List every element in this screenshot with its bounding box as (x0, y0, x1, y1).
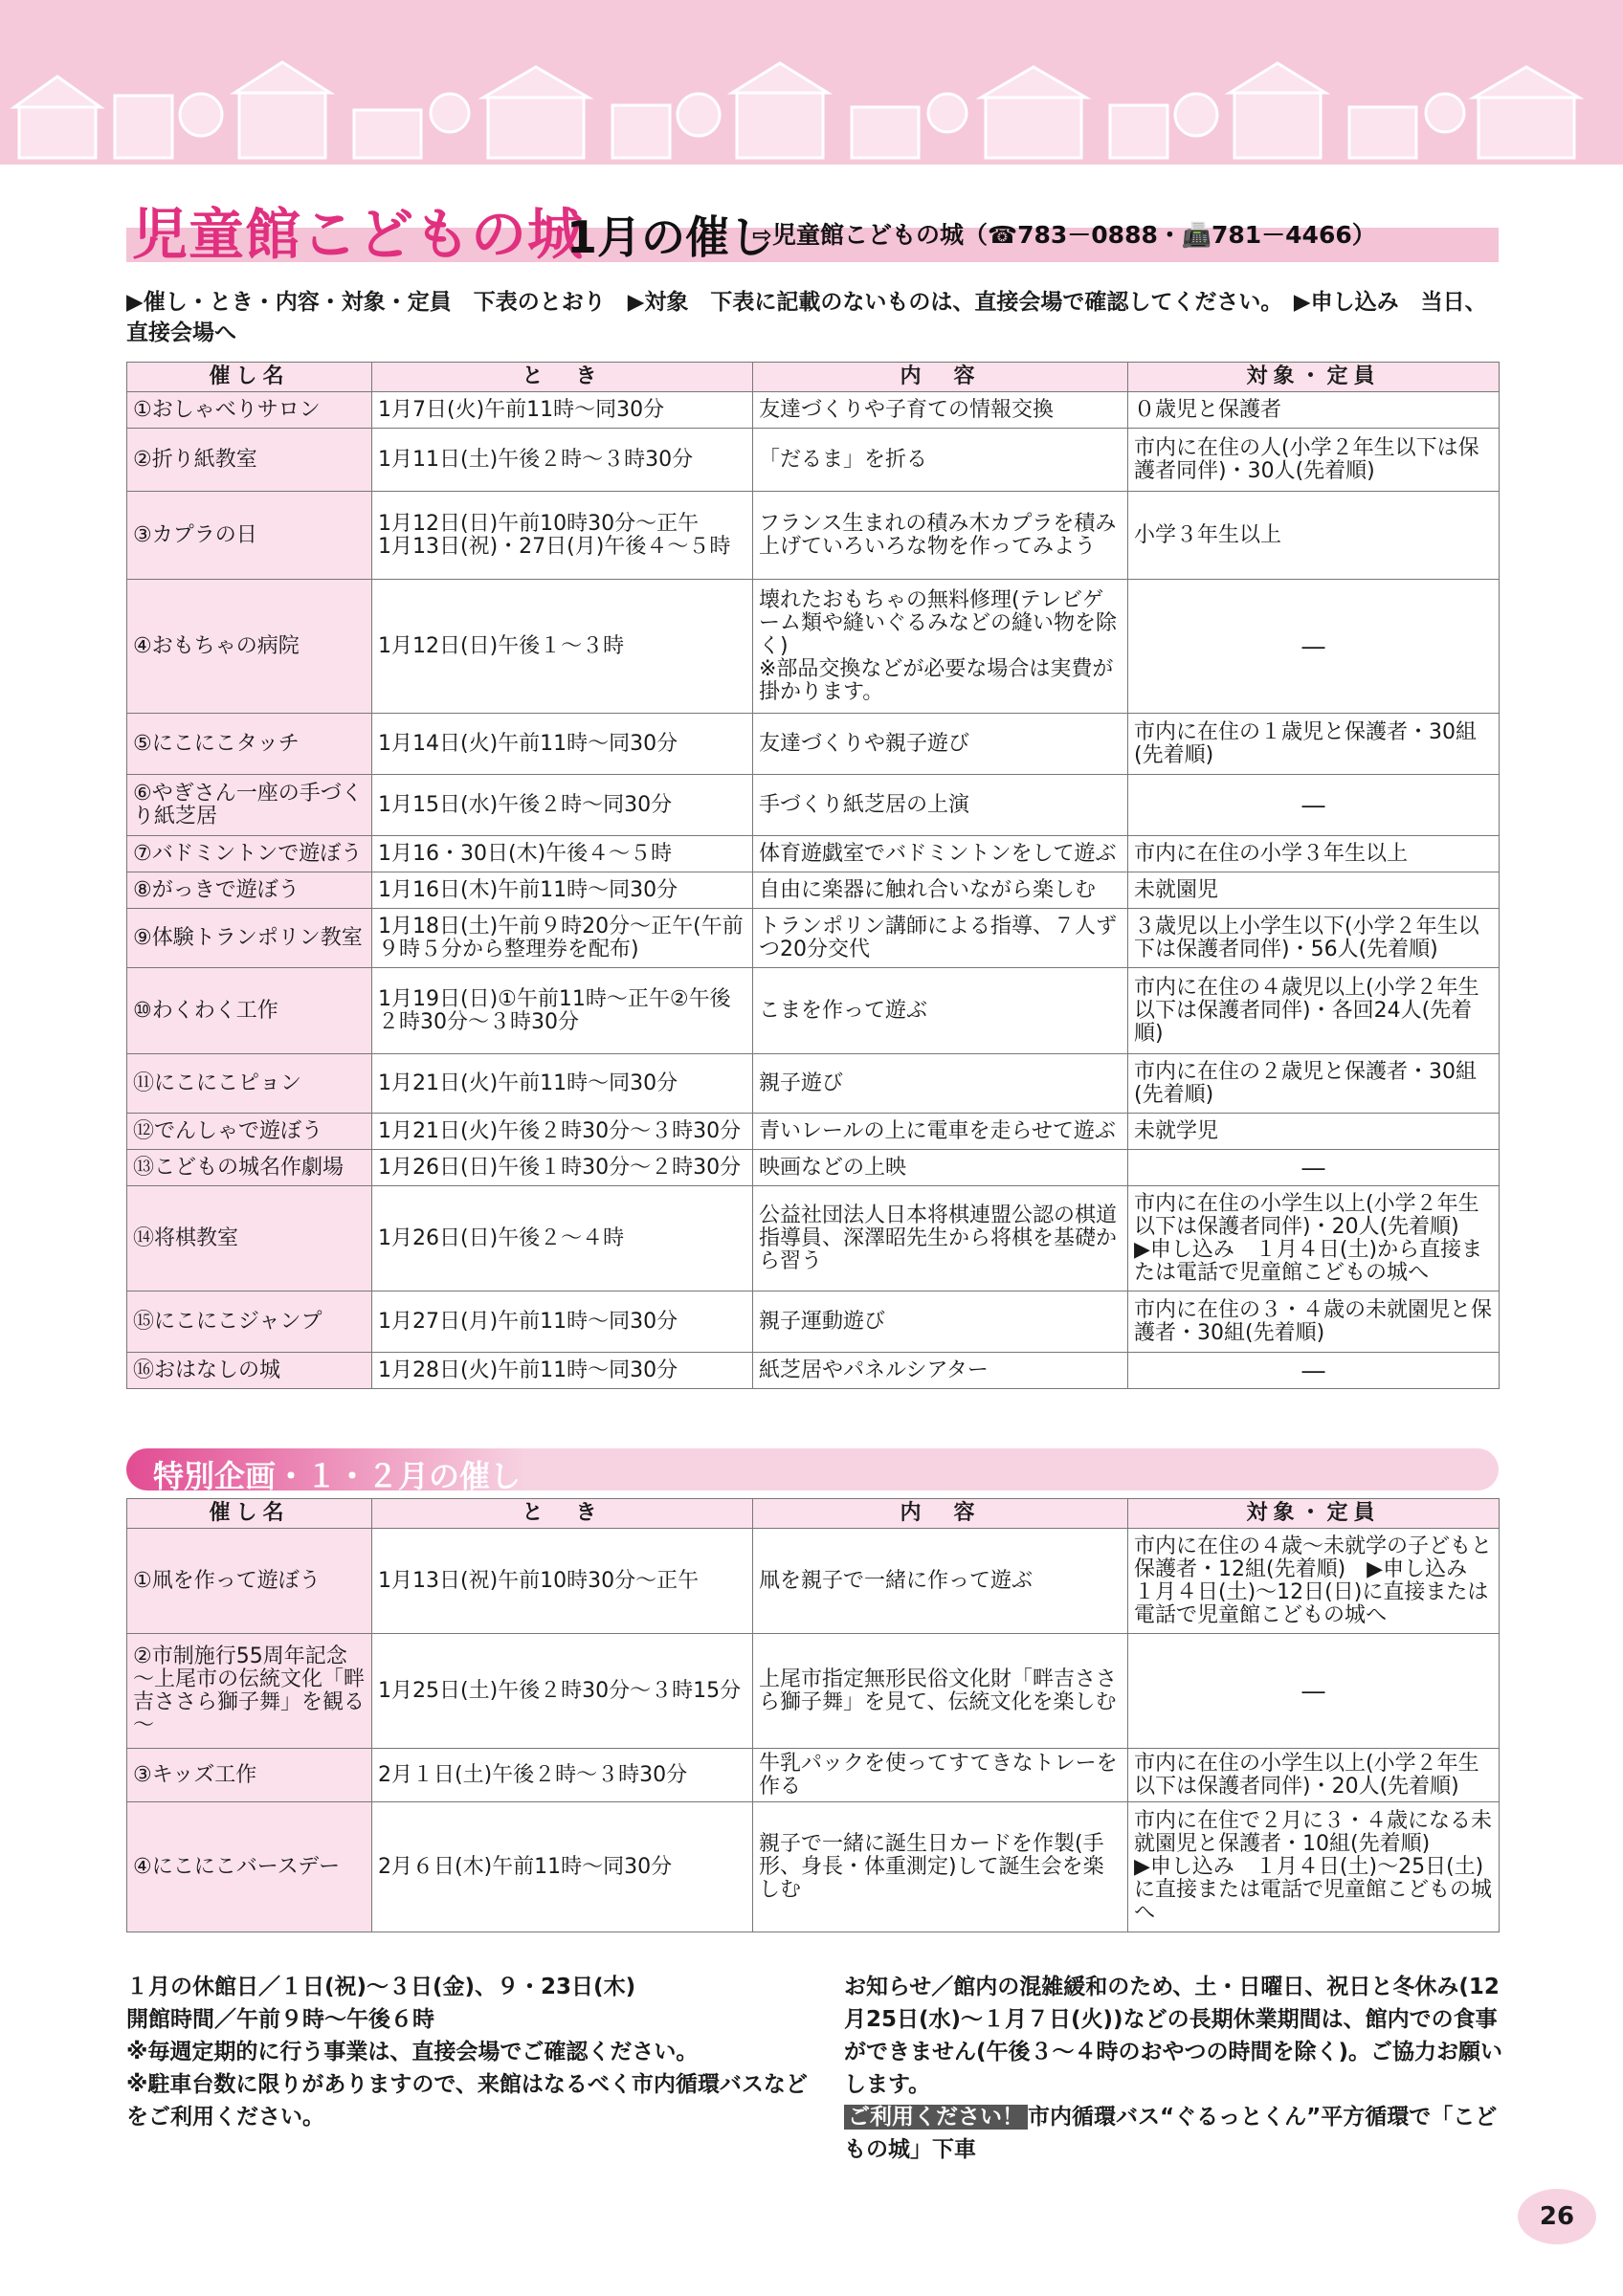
event-name: ⑨体験トランポリン教室 (127, 909, 372, 968)
col-header-name: 催し名 (127, 1499, 372, 1529)
event-time: 1月7日(火)午前11時～同30分 (372, 392, 753, 429)
event-content: 自由に楽器に触れ合いながら楽しむ (753, 872, 1128, 909)
event-target: 小学３年生以上 (1128, 492, 1500, 580)
event-name: ⑪にこにこピョン (127, 1054, 372, 1114)
event-content: 牛乳パックを使ってすてきなトレーを作る (753, 1749, 1128, 1802)
event-target: ― (1128, 580, 1500, 714)
event-content: 体育遊戯室でバドミントンをして遊ぶ (753, 836, 1128, 872)
event-name: ④おもちゃの病院 (127, 580, 372, 714)
contact-info: ⇨児童館こどもの城（☎783－0888・📠781－4466） (752, 221, 1376, 249)
col-header-name: 催し名 (127, 363, 372, 392)
event-target: ０歳児と保護者 (1128, 392, 1500, 429)
table-row (127, 1529, 1500, 1634)
table-row (127, 1292, 1500, 1353)
event-name: ①おしゃべりサロン (127, 392, 372, 429)
event-name: ⑯おはなしの城 (127, 1353, 372, 1389)
table-row (127, 1186, 1500, 1292)
table-row (127, 1802, 1500, 1932)
note-weekly: ※毎週定期的に行う事業は、直接会場でご確認ください。 (126, 2040, 699, 2064)
event-time: 1月14日(火)午前11時～同30分 (372, 714, 753, 775)
bus-text: 市内循環バス“ぐるっとくん”平方循環で「こどもの城」下車 (844, 2105, 1498, 2162)
event-name: ⑮にこにこジャンプ (127, 1292, 372, 1353)
event-time: 1月16日(木)午前11時～同30分 (372, 872, 753, 909)
table-row (127, 909, 1500, 968)
houses-illustration (0, 0, 1623, 165)
event-time: 1月26日(日)午後１時30分～２時30分 (372, 1150, 753, 1186)
event-name: ⑭将棋教室 (127, 1186, 372, 1292)
table-row (127, 1150, 1500, 1186)
page-number: 26 (1518, 2189, 1596, 2244)
event-name: ⑥やぎさん一座の手づくり紙芝居 (127, 775, 372, 836)
event-time: 1月16・30日(木)午後４～５時 (372, 836, 753, 872)
event-target: 市内に在住の４歳児以上(小学２年生以下は保護者同伴)・各回24人(先着順) (1128, 968, 1500, 1054)
event-name: ⑤にこにこタッチ (127, 714, 372, 775)
event-time: 2月１日(土)午後２時～３時30分 (372, 1749, 753, 1802)
event-time: 2月６日(木)午前11時～同30分 (372, 1802, 753, 1932)
event-name: ④にこにこバースデー (127, 1802, 372, 1932)
notes-right (844, 1971, 1504, 2166)
event-name: ③キッズ工作 (127, 1749, 372, 1802)
col-header-target: 対象・定員 (1128, 363, 1500, 392)
notice-text: お知らせ／館内の混雑緩和のため、土・日曜日、祝日と冬休み(12月25日(水)～１月７日(火))などの長期休業期間は、館内での食事ができません(午後３～４時のおやつの時間を除く)。ご協力お願いします。 (844, 1975, 1503, 2097)
event-target: 市内に在住の４歳～未就学の子どもと保護者・12組(先着順) ▶申し込み １月４日(土)～12日(日)に直接または電話で児童館こどもの城へ (1128, 1529, 1500, 1634)
table-row (127, 429, 1500, 492)
header-banner (0, 0, 1623, 165)
note-parking: ※駐車台数に限りがありますので、来館はなるべく市内循環バスなどをご利用ください。 (126, 2072, 808, 2130)
event-target: 市内に在住の小学３年生以上 (1128, 836, 1500, 872)
event-content: 映画などの上映 (753, 1150, 1128, 1186)
event-content: 親子遊び (753, 1054, 1128, 1114)
event-time: 1月26日(日)午後２～４時 (372, 1186, 753, 1292)
special-section-title: 特別企画・１・２月の催し (153, 1458, 522, 1494)
event-content: トランポリン講師による指導、７人ずつ20分交代 (753, 909, 1128, 968)
table-row (127, 1353, 1500, 1389)
col-header-time: と き (372, 1499, 753, 1529)
event-content: 公益社団法人日本将棋連盟公認の棋道指導員、深澤昭先生から将棋を基礎から習う (753, 1186, 1128, 1292)
event-target: 市内に在住で２月に３・４歳になる未就園児と保護者・10組(先着順) ▶申し込み １月４日(土)～25日(土)に直接または電話で児童館こどもの城へ (1128, 1802, 1500, 1932)
event-name: ③カプラの日 (127, 492, 372, 580)
event-target: 市内に在住の小学生以上(小学２年生以下は保護者同伴)・20人(先着順) (1128, 1749, 1500, 1802)
event-target: 市内に在住の２歳児と保護者・30組(先着順) (1128, 1054, 1500, 1114)
event-content: 青いレールの上に電車を走らせて遊ぶ (753, 1114, 1128, 1150)
col-header-content: 内 容 (753, 1499, 1128, 1529)
table-row (127, 392, 1500, 429)
events-table (126, 362, 1500, 1389)
opening-hours: 開館時間／午前９時～午後６時 (126, 2007, 434, 2032)
table-row (127, 836, 1500, 872)
event-name: ⑧がっきで遊ぼう (127, 872, 372, 909)
event-time: 1月28日(火)午前11時～同30分 (372, 1353, 753, 1389)
table-row (127, 492, 1500, 580)
event-time: 1月19日(日)①午前11時～正午②午後２時30分～３時30分 (372, 968, 753, 1054)
bus-info (844, 2101, 1504, 2166)
table-row (127, 1749, 1500, 1802)
event-target: ― (1128, 1150, 1500, 1186)
page-title: 児童館こどもの城 (132, 202, 585, 267)
use-tag: ご利用ください！ (844, 2105, 1028, 2130)
page-subtitle: 1月の催し (567, 211, 774, 263)
event-name: ⑬こどもの城名作劇場 (127, 1150, 372, 1186)
event-time: 1月21日(火)午後２時30分～３時30分 (372, 1114, 753, 1150)
event-content: 上尾市指定無形民俗文化財「畔吉ささら獅子舞」を見て、伝統文化を楽しむ (753, 1634, 1128, 1749)
event-target: ― (1128, 1353, 1500, 1389)
event-time: 1月12日(日)午前10時30分～正午 1月13日(祝)・27日(月)午後４～５時 (372, 492, 753, 580)
event-time: 1月21日(火)午前11時～同30分 (372, 1054, 753, 1114)
event-time: 1月13日(祝)午前10時30分～正午 (372, 1529, 753, 1634)
event-name: ⑫でんしゃで遊ぼう (127, 1114, 372, 1150)
col-header-time: と き (372, 363, 753, 392)
event-content: 親子運動遊び (753, 1292, 1128, 1353)
event-target: ３歳児以上小学生以下(小学２年生以下は保護者同伴)・56人(先着順) (1128, 909, 1500, 968)
table-row (127, 775, 1500, 836)
table-row (127, 714, 1500, 775)
event-target: ― (1128, 1634, 1500, 1749)
event-content: 親子で一緒に誕生日カードを作製(手形、身長・体重測定)して誕生会を楽しむ (753, 1802, 1128, 1932)
table-row (127, 1634, 1500, 1749)
event-time: 1月25日(土)午後２時30分～３時15分 (372, 1634, 753, 1749)
col-header-content: 内 容 (753, 363, 1128, 392)
event-target: 市内に在住の１歳児と保護者・30組(先着順) (1128, 714, 1500, 775)
event-target: 未就学児 (1128, 1114, 1500, 1150)
table-row (127, 968, 1500, 1054)
special-section-banner (126, 1448, 1499, 1494)
event-content: 「だるま」を折る (753, 429, 1128, 492)
special-events-table (126, 1498, 1500, 1932)
event-time: 1月27日(月)午前11時～同30分 (372, 1292, 753, 1353)
event-content: 凧を親子で一緒に作って遊ぶ (753, 1529, 1128, 1634)
event-target: 市内に在住の小学生以上(小学２年生以下は保護者同伴)・20人(先着順) ▶申し込み １月４日(土)から直接または電話で児童館こどもの城へ (1128, 1186, 1500, 1292)
event-time: 1月12日(日)午後１～３時 (372, 580, 753, 714)
event-name: ⑩わくわく工作 (127, 968, 372, 1054)
table-row (127, 1054, 1500, 1114)
notes-left (126, 1971, 815, 2133)
event-content: 友達づくりや子育ての情報交換 (753, 392, 1128, 429)
event-target: 市内に在住の３・４歳の未就園児と保護者・30組(先着順) (1128, 1292, 1500, 1353)
intro-text: ▶催し・とき・内容・対象・定員 下表のとおり ▶対象 下表に記載のないものは、直接会場で確認してください。 ▶申し込み 当日、直接会場へ (126, 290, 1487, 345)
event-content: 友達づくりや親子遊び (753, 714, 1128, 775)
event-time: 1月18日(土)午前９時20分～正午(午前９時５分から整理券を配布) (372, 909, 753, 968)
event-name: ②市制施行55周年記念～上尾市の伝統文化「畔吉ささら獅子舞」を観る～ (127, 1634, 372, 1749)
event-content: 手づくり紙芝居の上演 (753, 775, 1128, 836)
event-content: こまを作って遊ぶ (753, 968, 1128, 1054)
table-row (127, 1114, 1500, 1150)
event-time: 1月11日(土)午後２時～３時30分 (372, 429, 753, 492)
event-name: ①凧を作って遊ぼう (127, 1529, 372, 1634)
event-content: フランス生まれの積み木カプラを積み上げていろいろな物を作ってみよう (753, 492, 1128, 580)
event-target: ― (1128, 775, 1500, 836)
event-name: ⑦バドミントンで遊ぼう (127, 836, 372, 872)
event-content: 紙芝居やパネルシアター (753, 1353, 1128, 1389)
event-target: 市内に在住の人(小学２年生以下は保護者同伴)・30人(先着順) (1128, 429, 1500, 492)
closed-days: １月の休館日／１日(祝)～３日(金)、９・23日(木) (126, 1975, 636, 1999)
col-header-target: 対象・定員 (1128, 1499, 1500, 1529)
table-row (127, 580, 1500, 714)
event-name: ②折り紙教室 (127, 429, 372, 492)
table-row (127, 872, 1500, 909)
event-content: 壊れたおもちゃの無料修理(テレビゲーム類や縫いぐるみなどの縫い物を除く) ※部品交換などが必要な場合は実費が掛かります。 (753, 580, 1128, 714)
event-time: 1月15日(水)午後２時～同30分 (372, 775, 753, 836)
event-target: 未就園児 (1128, 872, 1500, 909)
